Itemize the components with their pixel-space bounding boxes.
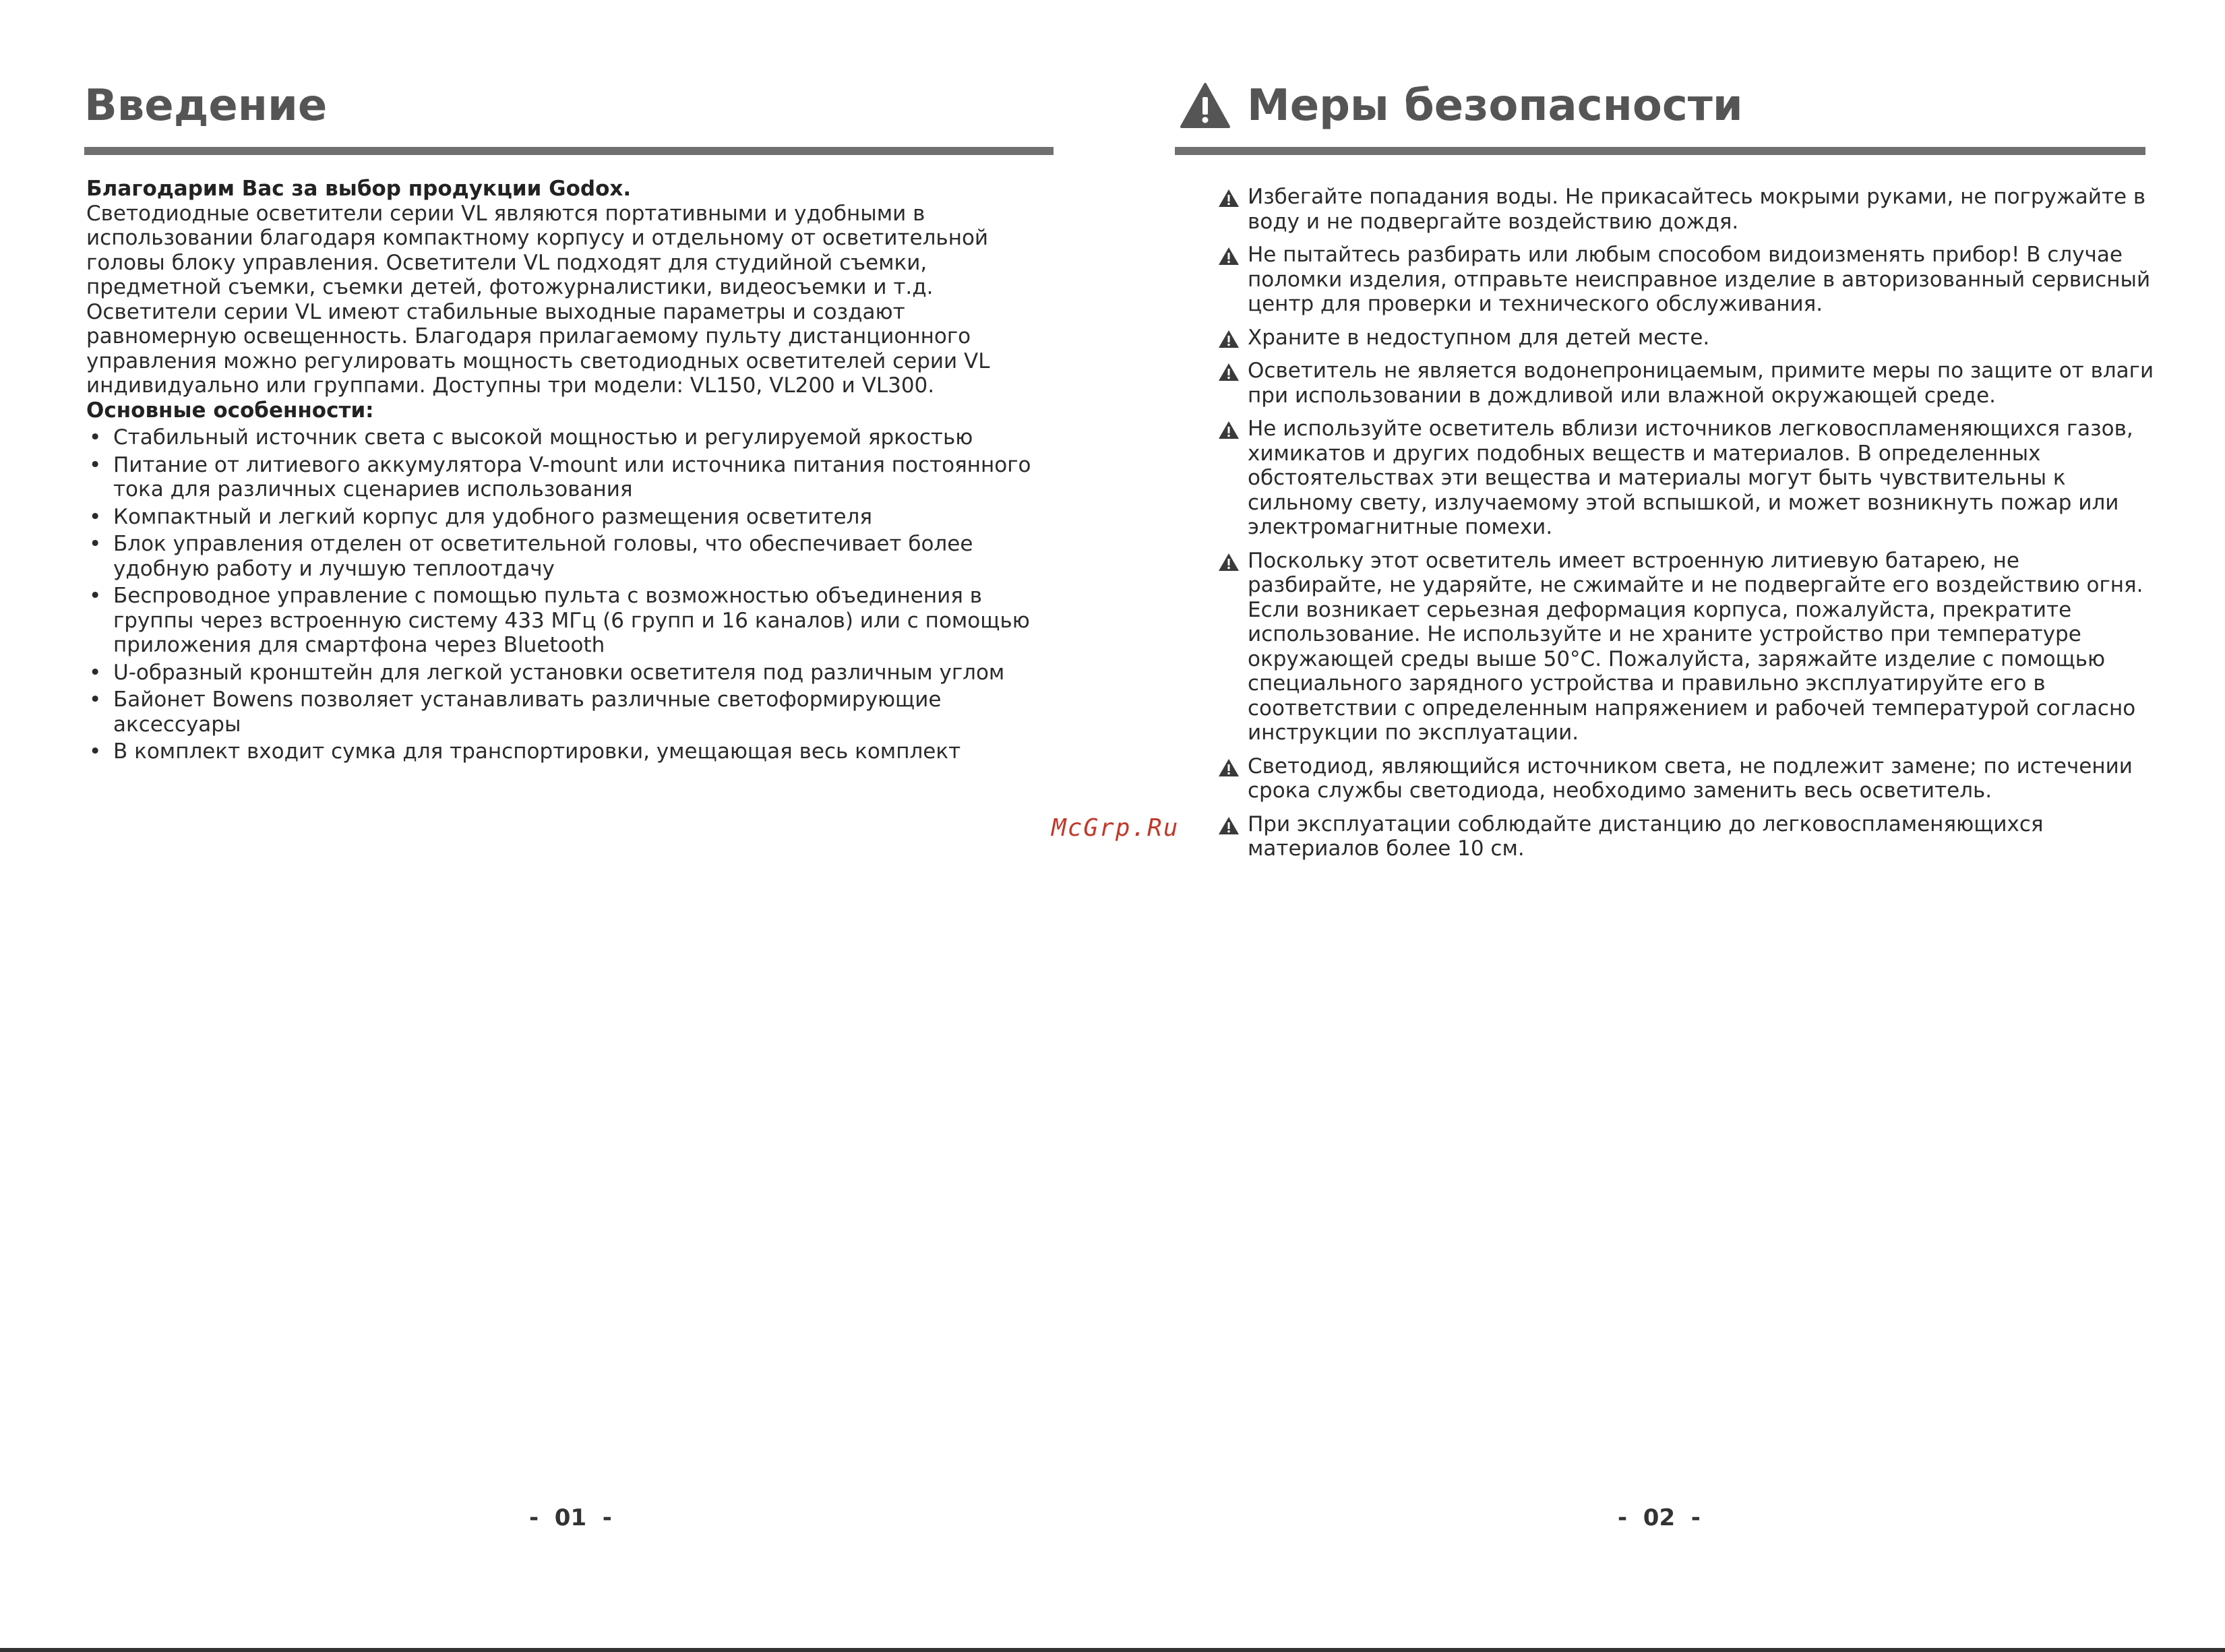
- left-page: [0, 0, 1112, 1652]
- page-title-introduction: [84, 81, 327, 131]
- feature-item: • Компактный и легкий корпус для удобного размещения осветителя: [86, 505, 1050, 530]
- thanks-line: Благодарим Вас за выбор продукции Godox.: [86, 177, 632, 201]
- safety-item: [1218, 417, 2155, 540]
- warning-icon: [1218, 247, 1240, 266]
- warning-icon: [1218, 758, 1240, 777]
- title-divider: [84, 147, 1054, 155]
- warning-icon: [1218, 189, 1240, 208]
- safety-text: Не используйте осветитель вблизи источников легковоспламеняющихся газов, химикатов и других подобных веществ и материалов. В определенных обстоятельствах эти вещества и материалы могут быть чувствительны к сильному свету, излучаемому этой вспышкой, и может возникнуть пожар или электромагнитные помехи.: [1248, 417, 2133, 539]
- page-number-right: - 02 -: [1618, 1504, 1701, 1531]
- warning-icon: [1218, 363, 1240, 381]
- feature-item: • U-образный кронштейн для легкой установки осветителя под различным углом: [86, 661, 1050, 685]
- safety-item: [1218, 243, 2155, 317]
- safety-item: [1218, 549, 2155, 745]
- safety-item: [1218, 326, 2155, 350]
- safety-text: Поскольку этот осветитель имеет встроенную литиевую батарею, не разбирайте, не ударяйте, не сжимайте и не подвергайте его воздействию огня. Если возникает серьезная деформация корпуса, пожалуйста, прекратите использование. Не используйте и не храните устройство при температуре окружающей среды выше 50°C. Пожалуйста, заряжайте изделие с помощью специального зарядного устройства и правильно эксплуатируйте его в соответствии с определенным напряжением и рабочей температурой согласно инструкции по эксплуатации.: [1248, 548, 2143, 745]
- safety-item: [1218, 812, 2155, 861]
- feature-item: • Блок управления отделен от осветительной головы, что обеспечивает более удобную работу и лучшую теплоотдачу: [86, 532, 1050, 581]
- safety-text: Светодиод, являющийся источником света, не подлежит замене; по истечении срока службы светодиода, необходимо заменить весь осветитель.: [1248, 754, 2133, 803]
- warning-icon: [1218, 816, 1240, 835]
- right-page: [1112, 0, 2225, 1652]
- intro-paragraph: Светодиодные осветители серии VL являются портативными и удобными в использовании благодаря компактному корпусу и отдельному от осветительной головы блоку управления. Осветители VL подходят для студийной съемки, предметной съемки, съемки детей, фотожурналистики, видеосъемки и т.д. Осветители серии VL имеют стабильные выходные параметры и создают равномерную освещенность. Благодаря прилагаемому пульту дистанционного управления можно регулировать мощность светодиодных осветителей серии VL индивидуально или группами. Доступны три модели: VL150, VL200 и VL300.: [86, 201, 990, 398]
- title-divider: [1175, 147, 2145, 155]
- page-title-safety: [1180, 81, 1743, 131]
- title-text: Введение: [84, 81, 328, 131]
- safety-list: [1218, 185, 2155, 870]
- page-number-left: - 01 -: [529, 1504, 612, 1531]
- safety-text: При эксплуатации соблюдайте дистанцию до легковоспламеняющихся материалов более 10 см.: [1248, 812, 2044, 861]
- bottom-border: [0, 1648, 2225, 1652]
- warning-icon: [1218, 553, 1240, 572]
- title-text: Меры безопасности: [1247, 81, 1743, 131]
- feature-item: • Стабильный источник света с высокой мощностью и регулируемой яркостью: [86, 425, 1050, 450]
- safety-item: [1218, 185, 2155, 234]
- feature-item: • В комплект входит сумка для транспортировки, умещающая весь комплект: [86, 739, 1050, 764]
- watermark: McGrp.Ru: [1051, 814, 1180, 842]
- safety-text: Не пытайтесь разбирать или любым способом видоизменять прибор! В случае поломки изделия, отправьте неисправное изделие в авторизованный сервисный центр для проверки и технического обслуживания.: [1248, 243, 2151, 316]
- warning-icon: [1218, 421, 1240, 439]
- safety-text: Избегайте попадания воды. Не прикасайтесь мокрыми руками, не погружайте в воду и не подвергайте воздействию дождя.: [1248, 185, 2146, 234]
- warning-icon: [1180, 82, 1231, 129]
- feature-item: • Байонет Bowens позволяет устанавливать различные светоформирующие аксессуары: [86, 687, 1050, 737]
- safety-text: Храните в недоступном для детей месте.: [1248, 325, 1710, 350]
- introduction-body: [86, 177, 1050, 767]
- feature-item: • Беспроводное управление с помощью пульта с возможностью объединения в группы через встроенную систему 433 МГц (6 групп и 16 каналов) или с помощью приложения для смартфона через Bluetooth: [86, 584, 1050, 658]
- safety-item: [1218, 359, 2155, 408]
- safety-item: [1218, 754, 2155, 803]
- features-heading: Основные особенности:: [86, 398, 374, 423]
- features-list: [86, 425, 1050, 764]
- safety-text: Осветитель не является водонепроницаемым, примите меры по защите от влаги при использовании в дождливой или влажной окружающей среде.: [1248, 359, 2154, 408]
- feature-item: • Питание от литиевого аккумулятора V-mount или источника питания постоянного тока для различных сценариев использования: [86, 453, 1050, 502]
- warning-icon: [1218, 330, 1240, 348]
